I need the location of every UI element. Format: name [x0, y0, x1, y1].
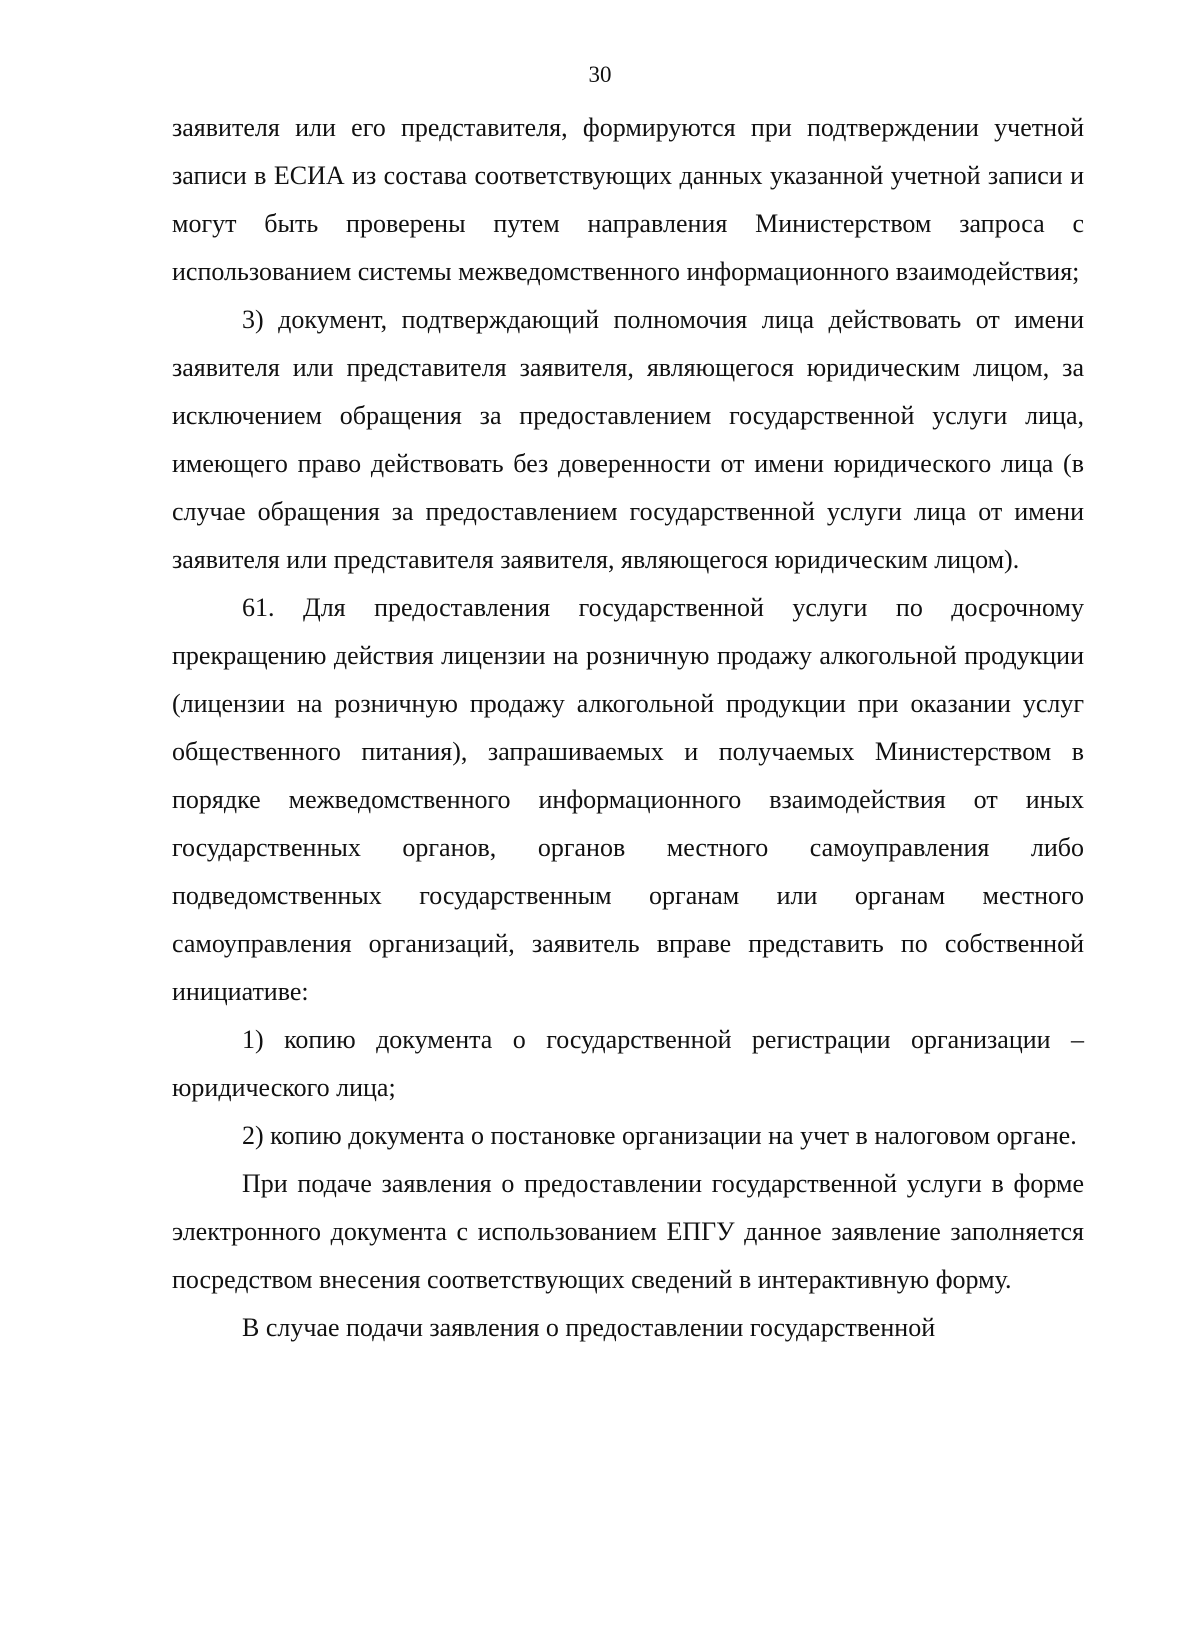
- paragraph-epgu-submission: При подаче заявления о предоставлении государственной услуги в форме электронного документа с использованием ЕПГУ данное заявление заполняется посредством внесения соответствующих сведений в интерактивную форму.: [172, 1169, 1084, 1294]
- document-body: [172, 104, 1084, 1352]
- paragraph-continuation: заявителя или его представителя, формируются при подтверждении учетной записи в ЕСИА из состава соответствующих данных указанной учетной записи и могут быть проверены путем направления Министерством запроса с использованием системы межведомственного информационного взаимодействия;: [172, 113, 1084, 286]
- page-number: 30: [588, 62, 612, 87]
- paragraph-item-3-authority-document: 3) документ, подтверждающий полномочия лица действовать от имени заявителя или представителя заявителя, являющегося юридическим лицом, за исключением обращения за предоставлением государственной услуги лица, имеющего право действовать без доверенности от имени юридического лица (в случае обращения за предоставлением государственной услуги лица от имени заявителя или представителя заявителя, являющегося юридическим лицом).: [172, 305, 1084, 574]
- paragraph-61-interagency-documents: 61. Для предоставления государственной услуги по досрочному прекращению действия лицензии на розничную продажу алкогольной продукции (лицензии на розничную продажу алкогольной продукции при оказании услуг общественного питания), запрашиваемых и получаемых Министерством в порядке межведомственного информационного взаимодействия от иных государственных органов, органов местного самоуправления либо подведомственных государственным органам или органам местного самоуправления организаций, заявитель вправе представить по собственной инициативе:: [172, 593, 1084, 1006]
- paragraph-item-1-registration-copy: 1) копию документа о государственной регистрации организации – юридического лица;: [172, 1025, 1084, 1102]
- paragraph-application-submission: В случае подачи заявления о предоставлении государственной: [242, 1313, 936, 1342]
- paragraph-item-2-tax-registration-copy: 2) копию документа о постановке организации на учет в налоговом органе.: [242, 1121, 1077, 1150]
